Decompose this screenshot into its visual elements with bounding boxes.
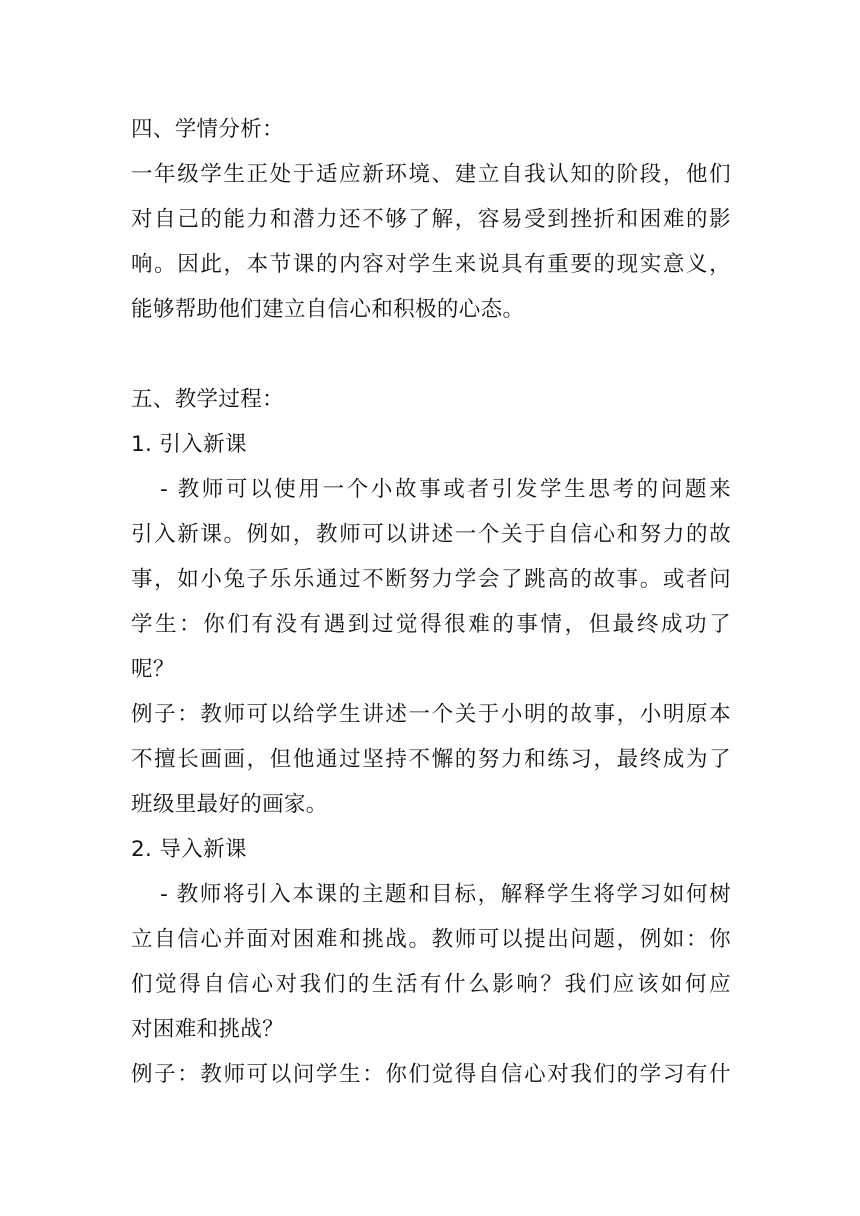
- paragraph-line: 对困难和挑战？: [131, 1017, 284, 1042]
- section-heading-teaching-process: 五、教学过程：: [131, 387, 284, 412]
- paragraph-line: 学生：你们有没有遇到过觉得很难的事情，但最终成功了: [131, 612, 731, 637]
- paragraph-line: - 教师将引入本课的主题和目标，解释学生将学习如何树: [160, 882, 731, 907]
- paragraph-line: 对自己的能力和潜力还不够了解，容易受到挫折和困难的影: [131, 207, 731, 232]
- example-line: 不擅长画画，但他通过坚持不懈的努力和练习，最终成为了: [131, 747, 731, 772]
- step-title-introduce: 1. 引入新课: [131, 432, 247, 457]
- paragraph-line: 事，如小兔子乐乐通过不断努力学会了跳高的故事。或者问: [131, 567, 731, 592]
- paragraph-line: 们觉得自信心对我们的生活有什么影响？我们应该如何应: [131, 972, 731, 997]
- example-line: 例子：教师可以给学生讲述一个关于小明的故事，小明原本: [131, 702, 731, 727]
- paragraph-line: 呢？: [131, 657, 175, 682]
- section-heading-learner-analysis: 四、学情分析：: [131, 117, 284, 142]
- paragraph-line: 能够帮助他们建立自信心和积极的心态。: [131, 297, 525, 322]
- example-line: 例子：教师可以问学生：你们觉得自信心对我们的学习有什: [131, 1062, 731, 1087]
- paragraph-line: 立自信心并面对困难和挑战。教师可以提出问题，例如：你: [131, 927, 731, 952]
- paragraph-line: 响。因此，本节课的内容对学生来说具有重要的现实意义，: [131, 252, 731, 277]
- step-title-lead-in: 2. 导入新课: [131, 837, 247, 862]
- paragraph-line: 一年级学生正处于适应新环境、建立自我认知的阶段，他们: [131, 162, 731, 187]
- paragraph-line: 引入新课。例如，教师可以讲述一个关于自信心和努力的故: [131, 522, 731, 547]
- paragraph-line: - 教师可以使用一个小故事或者引发学生思考的问题来: [160, 477, 731, 502]
- example-line: 班级里最好的画家。: [131, 792, 328, 817]
